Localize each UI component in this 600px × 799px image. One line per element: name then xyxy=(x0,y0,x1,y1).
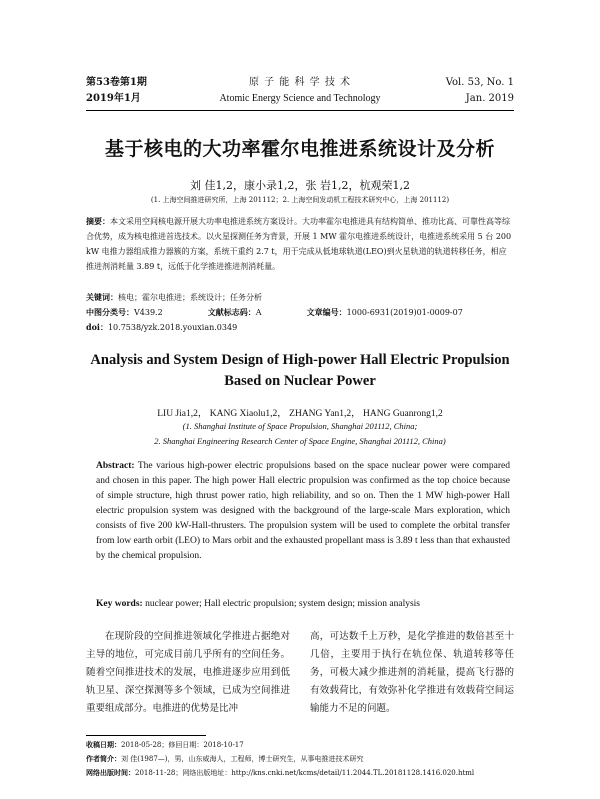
article-value: 1000-6931(2019)01-0009-07 xyxy=(346,308,463,317)
classification-row xyxy=(86,305,514,320)
footnote-author xyxy=(86,753,526,765)
author-note-label: 作者简介： xyxy=(86,754,121,763)
journal-en: Atomic Energy Science and Technology xyxy=(219,93,381,104)
keywords-cn-label: 关键词： xyxy=(86,292,118,302)
affiliation-cn: (1. 上海空间推进研究所，上海 201112；2. 上海空间发动机工程技术研究中心，上海 201112) xyxy=(150,196,450,204)
affiliation-en-1: (1. Shanghai Institute of Space Propulsion, Shanghai 201112, China; xyxy=(182,421,418,431)
issue-cn: 第53卷第1期 xyxy=(86,77,147,88)
abstract-cn-label: 摘要： xyxy=(86,216,110,226)
doc-label: 文献标志码： xyxy=(207,307,256,317)
keywords-en-label: Key words: xyxy=(96,599,143,609)
keywords-cn-text: 核电；霍尔电推进；系统设计；任务分析 xyxy=(118,293,262,302)
title-en-line1: Analysis and System Design of High-power Hall Electric Propulsion xyxy=(90,352,510,368)
footnote-received xyxy=(86,739,526,751)
abstract-en xyxy=(96,459,510,564)
clc-value: V439.2 xyxy=(134,308,163,317)
online-value: 2018-11-28；网络出版地址：http://kns.cnki.net/kcms/detail/11.2044.TL.20181128.1416.020.html xyxy=(135,769,475,777)
abstract-cn xyxy=(86,214,514,274)
doc-value: A xyxy=(255,308,262,317)
online-label: 网络出版时间： xyxy=(86,768,135,777)
authors-en: LIU Jia1,2， KANG Xiaolu1,2， ZHANG Yan1,2， HANG Guanrong1,2 xyxy=(157,409,443,419)
title-en xyxy=(60,350,540,392)
volume-en: Vol. 53, No. 1 xyxy=(445,77,514,88)
author-note-value: 刘 佳(1987—)，男，山东威海人，工程师，博士研究生，从事电推进技术研究 xyxy=(121,755,364,763)
title-cn: 基于核电的大功率霍尔电推进系统设计及分析 xyxy=(104,138,495,160)
received-value: 2018-05-28；修回日期：2018-10-17 xyxy=(121,741,244,749)
article-label: 文章编号： xyxy=(306,307,347,317)
doi-row xyxy=(86,320,514,335)
keywords-en xyxy=(96,597,510,612)
doi-value: 10.7538/yzk.2018.youxian.0349 xyxy=(107,323,238,332)
date-cn: 2019年1月 xyxy=(86,93,141,104)
abstract-en-text: The various high-power electric propulsions based on the space nuclear power were compared and chosen in this paper. The high power Hall electric propulsion was confirmed as the top choice because of simple structure, high thrust power ratio, high reliability, and so on. Then the 1 MW high-power Hall electric propulsion system was designed with the background of the large-scale Mars exploration, which consists of five 200 kW-Hall-thrusters. The propulsion system will be used to complete the orbital transfer from low earth orbit (LEO) to Mars orbit and the exhausted propellant mass is 3.89 t less than that exhausted by the chemical propulsion. xyxy=(96,461,510,561)
clc-label: 中图分类号： xyxy=(86,307,134,317)
footnote-rule xyxy=(86,735,206,736)
abstract-en-label: Abstract: xyxy=(96,461,135,471)
header-rule xyxy=(86,110,514,111)
body-right-column: 高，可达数千上万秒，是化学推进的数倍甚至十几倍，主要用于执行在轨位保、轨道转移等任务，可极大减少推进剂的消耗量，提高飞行器的有效载荷比，有效弥补化学推进有效载荷空间运输能力不足的问题。 xyxy=(310,631,514,714)
authors-cn: 刘 佳1,2，康小录1,2，张 岩1,2，杭观荣1,2 xyxy=(190,179,410,192)
received-label: 收稿日期： xyxy=(86,740,121,749)
affiliation-en-2: 2. Shanghai Engineering Research Center of Space Engine, Shanghai 201112, China) xyxy=(154,436,446,446)
keywords-en-text: nuclear power; Hall electric propulsion; system design; mission analysis xyxy=(145,599,420,609)
doi-label: doi： xyxy=(86,322,108,332)
abstract-cn-text: 本文采用空间核电源开展大功率电推进系统方案设计。大功率霍尔电推进具有结构简单、推功比高、可靠性高等综合优势，成为核电推进首选技术。以火星探测任务为背景，开展 1 MW 霍尔电推进系统设计，电推进系统采用 5 台 200 kW 电推力器组成推力器簇的方案，系统干重约 2.7 t，用于完成从低地球轨道(LEO)到火星轨道的轨道转移任务，相应推进剂消耗量 3.89 t，远低于化学推进推进剂消耗量。 xyxy=(86,217,512,271)
title-en-line2: Based on Nuclear Power xyxy=(224,373,376,389)
keywords-cn xyxy=(86,290,514,305)
footnote-online xyxy=(86,767,526,779)
body-left-column: 在现阶段的空间推进领域化学推进占据绝对主导的地位，可完成目前几乎所有的空间任务。随着空间推进技术的发展，电推进逐步应用到低轨卫星、深空探测等多个领域，已成为空间推进重要组成部分。电推进的优势是比冲 xyxy=(86,631,290,714)
date-en: Jan. 2019 xyxy=(465,93,514,104)
journal-cn: 原 子 能 科 学 技 术 xyxy=(248,77,352,88)
